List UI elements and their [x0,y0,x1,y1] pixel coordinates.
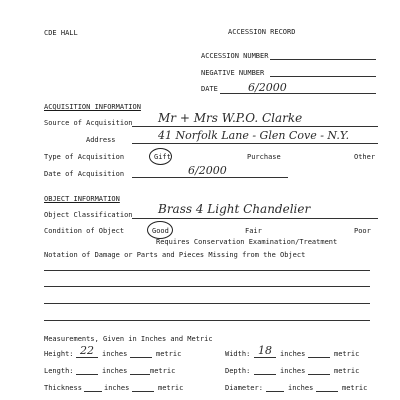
diameter-metric-field[interactable] [316,391,338,392]
source-label: Source of Acquisition [44,119,133,127]
type-option-other[interactable]: Other [354,153,376,161]
accession-number-label: ACCESSION NUMBER [201,52,269,60]
height-inches-line [76,357,98,358]
depth-metric-field[interactable] [308,374,330,375]
thickness-metric-label: metric [158,384,184,392]
acquisition-date-value[interactable]: 6/2000 [188,164,227,177]
width-inches-label: inches [280,350,306,358]
thickness-inches-label: inches [104,384,130,392]
width-label: Width: [225,350,251,358]
height-metric-field[interactable] [130,357,152,358]
date-label: DATE [201,85,218,93]
width-metric-field[interactable] [308,357,330,358]
diameter-label: Diameter: [225,384,263,392]
negative-number-field[interactable] [270,76,376,77]
width-inches-line [254,357,276,358]
thickness-label: Thickness [44,384,82,392]
classification-line [132,218,378,219]
object-section-title: OBJECT INFORMATION [44,195,120,203]
condition-option-poor[interactable]: Poor [354,227,371,235]
thickness-inches-field[interactable] [84,391,102,392]
damage-line-3[interactable] [44,303,370,304]
source-value[interactable]: Mr + Mrs W.P.O. Clarke [158,111,303,125]
acquisition-section-title: ACQUISITION INFORMATION [44,103,141,111]
condition-label: Condition of Object [44,227,125,235]
negative-number-label: NEGATIVE NUMBER [201,69,265,77]
conservation-note[interactable]: Requires Conservation Examination/Treatment [156,238,338,246]
height-metric-label: metric [156,350,182,358]
damage-line-4[interactable] [44,320,370,321]
classification-value[interactable]: Brass 4 Light Chandelier [158,202,311,216]
date-field-line [220,93,376,94]
org-name: CDE HALL [44,29,78,37]
length-metric-field[interactable] [130,374,150,375]
length-label: Length: [44,367,74,375]
diameter-inches-field[interactable] [266,391,284,392]
acquisition-date-label: Date of Acquisition [44,170,125,178]
diameter-inches-label: inches [288,384,314,392]
date-value[interactable]: 6/2000 [248,81,287,94]
source-field-line [132,126,378,127]
height-label: Height: [44,350,74,358]
accession-number-field[interactable] [270,59,376,60]
type-option-gift[interactable]: Gift [154,153,171,161]
diameter-metric-label: metric [342,384,368,392]
depth-metric-label: metric [334,367,360,375]
height-value[interactable]: 22 [80,344,94,357]
classification-label: Object Classification [44,211,133,219]
damage-label: Notation of Damage or Parts and Pieces Missing from the Object [44,251,306,259]
depth-label: Depth: [225,367,251,375]
depth-inches-label: inches [280,367,306,375]
length-metric-label: metric [150,367,176,375]
width-metric-label: metric [334,350,360,358]
address-value[interactable]: 41 Norfolk Lane - Glen Cove - N.Y. [158,129,350,142]
type-label: Type of Acquisition [44,153,125,161]
length-inches-label: inches [102,367,128,375]
condition-option-good[interactable]: Good [152,227,169,235]
measurements-heading: Measurements, Given in Inches and Metric [44,335,213,343]
damage-line-1[interactable] [44,270,370,271]
damage-line-2[interactable] [44,286,370,287]
depth-inches-field[interactable] [254,374,276,375]
height-inches-label: inches [102,350,128,358]
address-field-line [132,143,378,144]
width-value[interactable]: 18 [258,344,272,357]
type-option-purchase[interactable]: Purchase [247,153,281,161]
thickness-metric-field[interactable] [132,391,154,392]
length-inches-field[interactable] [76,374,98,375]
condition-option-fair[interactable]: Fair [245,227,262,235]
address-label: Address [86,136,116,144]
form-title: ACCESSION RECORD [228,28,296,36]
acquisition-date-line [132,177,288,178]
